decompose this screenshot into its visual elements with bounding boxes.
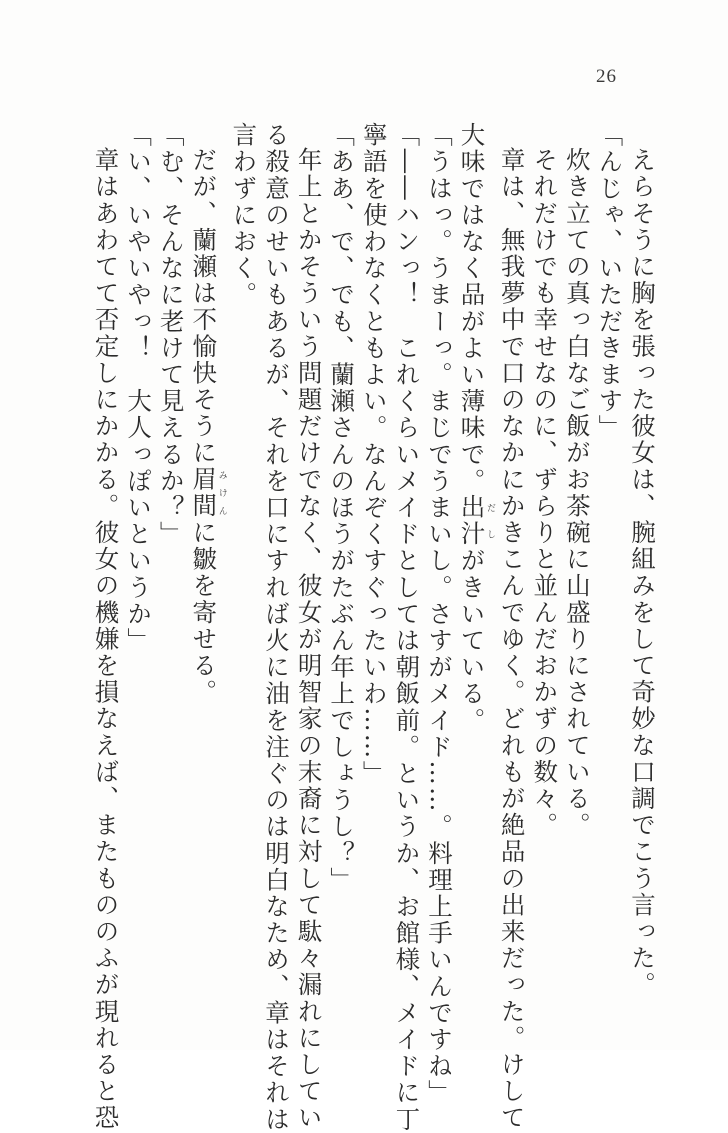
ruby-dashi: 出汁だし [457, 494, 496, 548]
text-segment: だが、蘭瀬は不愉快そうに [189, 146, 219, 466]
text-line-with-ruby [455, 122, 495, 992]
text-segment: 大味ではなく品がよい薄味で。 [457, 122, 487, 495]
text-line: 「んじゃ、いただきます」 [595, 122, 625, 442]
text-line: 炊き立ての真っ白なご飯がお茶碗に山盛りにされている。 [562, 146, 592, 839]
text-segment: に皺を寄せる。 [189, 518, 219, 706]
text-line: えらそうに胸を張った彼女は、腕組みをして奇妙な口調でこう言った。 [628, 146, 657, 998]
page-number: 26 [596, 66, 617, 87]
text-line-with-ruby [187, 122, 227, 992]
text-line: 章はあわてて否定しにかかる。彼女の機嫌を損なえば、またもののふが現れると恐 [91, 146, 121, 1131]
text-line: それだけでも幸せなのに、ずらりと並んだおかずの数々。 [530, 146, 560, 839]
text-line: 言わずにおく。 [229, 122, 259, 309]
text-line: 「む、そんなに老けて見えるか？」 [156, 122, 186, 548]
text-line: 年上とかそういう問題だけでなく、彼女が明智家の末裔に対して駄々漏れにしてい [294, 146, 324, 1131]
text-line: 章は、無我夢中で口のなかにかきこんでゆく。どれもが絶品の出来だった。けして [497, 146, 527, 1131]
text-line: 「うはっ。うまーっ。まじでうまいし。さすがメイド……。料理上手いんですね」 [424, 122, 454, 1107]
text-line: 「ああ、で、でも、蘭瀬さんのほうがたぶん年上でしょうし？」 [327, 122, 357, 894]
text-line: 「――ハンっ！ これくらいメイドとしては朝飯前。というか、お館様、メイドに丁 [392, 122, 422, 1133]
text-segment: がきいている。 [457, 547, 487, 734]
vertical-body-text [89, 122, 658, 1133]
text-line: 寧語を使わなくともよい。なんぞくすぐったいわ……」 [359, 122, 389, 787]
ruby-miken: 眉間みけん [189, 465, 227, 519]
text-line: 「い、いやいやっ！ 大人っぽいというか」 [124, 122, 154, 654]
text-line: る殺意のせいもあるが、それを口にすれば火に油を注ぐのは明白なため、章はそれは [261, 122, 291, 1133]
